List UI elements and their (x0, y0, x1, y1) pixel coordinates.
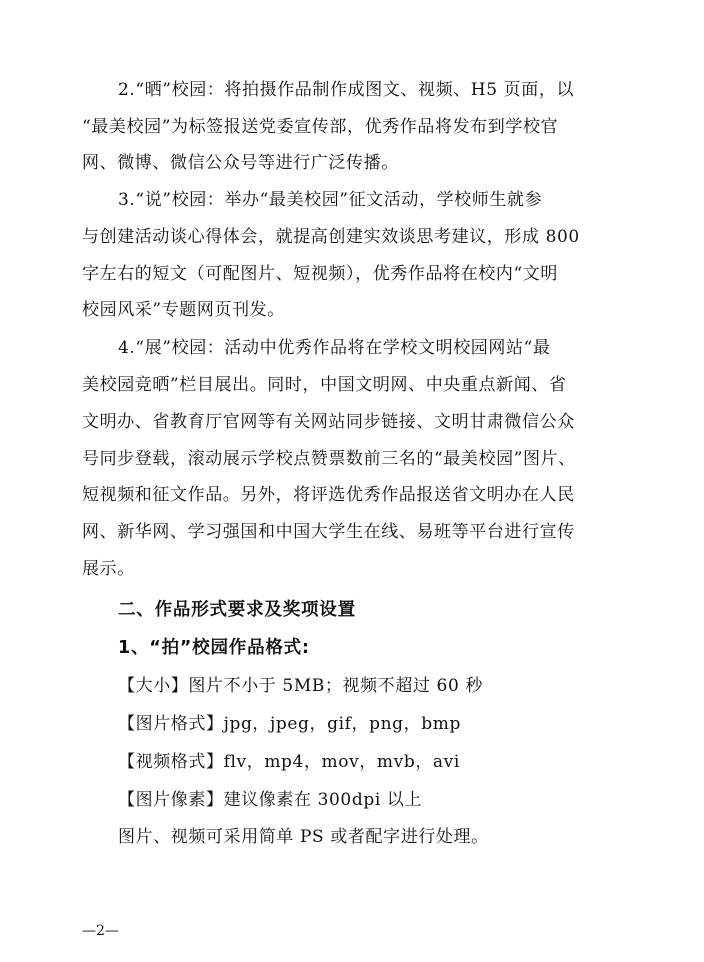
paragraph-zhan-line-3: 文明办、省教育厅官网等有关网站同步链接、文明甘肃微信公众 (82, 412, 575, 432)
section-heading: 二、作品形式要求及奖项设置 (118, 600, 356, 620)
paragraph-shuo-line-3: 字左右的短文（可配图片、短视频），优秀作品将在校内“文明 (82, 264, 558, 284)
paragraph-shuo-line-2: 与创建活动谈心得体会，就提高创建实效谈思考建议，形成 800 (82, 227, 580, 247)
paragraph-zhan-line-2: 美校园竞晒”栏目展出。同时，中国文明网、中央重点新闻、省 (82, 375, 567, 395)
paragraph-shuo-line-4: 校园风采”专题网页刊发。 (82, 300, 285, 320)
paragraph-shai-line-1: 2.“晒”校园：将拍摄作品制作成图文、视频、H5 页面，以 (118, 80, 575, 100)
subsection-heading: 1、“拍”校园作品格式: (118, 638, 310, 658)
spec-image-format: 【图片格式】jpg，jpeg，gif，png，bmp (118, 714, 461, 734)
spec-size: 【大小】图片不小于 5MB；视频不超过 60 秒 (118, 676, 483, 696)
paragraph-zhan-line-1: 4.“展”校园：活动中优秀作品将在学校文明校园网站“最 (118, 338, 551, 358)
paragraph-shai-line-2: “最美校园”为标签报送党委宣传部，优秀作品将发布到学校官 (82, 117, 559, 137)
spec-image-resolution: 【图片像素】建议像素在 300dpi 以上 (118, 790, 423, 810)
paragraph-zhan-line-5: 短视频和征文作品。另外，将评选优秀作品报送省文明办在人民 (82, 485, 575, 505)
page-number: —2— (82, 923, 119, 939)
paragraph-shai-line-3: 网、微博、微信公众号等进行广泛传播。 (82, 153, 399, 173)
paragraph-zhan-line-6: 网、新华网、学习强国和中国大学生在线、易班等平台进行宣传 (82, 522, 575, 542)
spec-video-format: 【视频格式】flv，mp4，mov，mvb，avi (118, 752, 460, 772)
paragraph-zhan-line-7: 展示。 (82, 559, 135, 579)
paragraph-shuo-line-1: 3.“说”校园：举办“最美校园”征文活动，学校师生就参 (118, 190, 543, 210)
paragraph-zhan-line-4: 号同步登载，滚动展示学校点赞票数前三名的“最美校园”图片、 (82, 449, 576, 469)
processing-note: 图片、视频可采用简单 PS 或者配字进行处理。 (118, 827, 489, 847)
